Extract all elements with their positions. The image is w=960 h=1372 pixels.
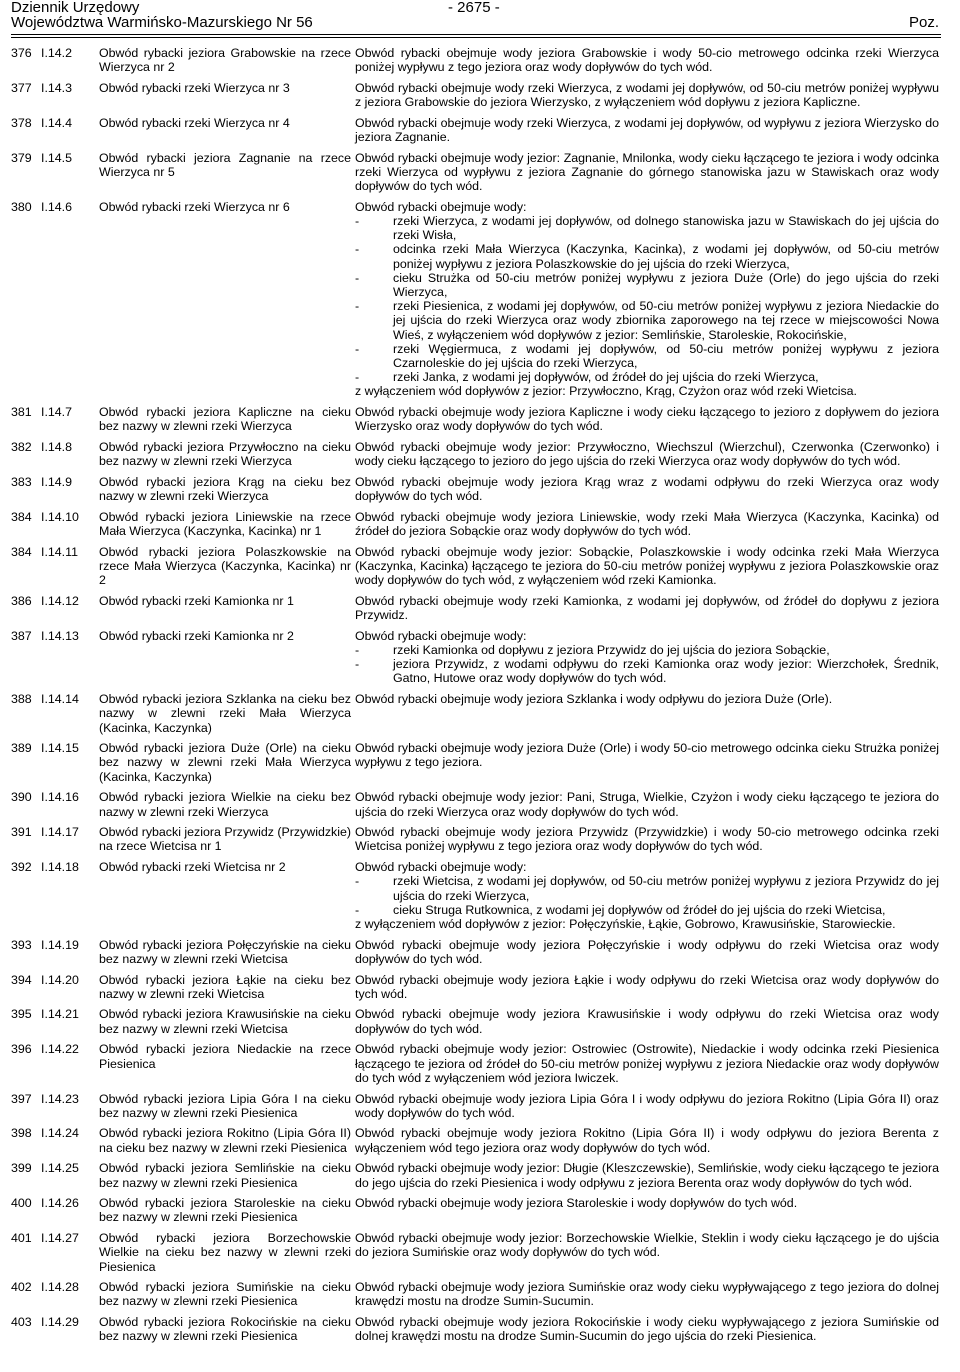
description-text: Obwód rybacki obejmuje wody jeziora Krawusińskie i wody odpływu do rzeki Wietcisa oraz wody dopływów do tych wód.: [355, 1007, 939, 1036]
description-tail: z wyłączeniem wód dopływów z jezior: Przywłoczno, Krąg, Czyżon oraz wód rzeki Wietcisa.: [355, 384, 857, 399]
header-rule: [11, 34, 941, 35]
district-name: Obwód rybacki jeziora Semlińskie na cieku bez nazwy w zlewni rzeki Piesienica: [99, 1161, 351, 1190]
district-description: [353, 973, 941, 1008]
description-text: Obwód rybacki obejmuje wody rzeki Wierzyca, z wodami jej dopływów, od 50-ciu metrów poniżej wypływu z jeziora Grabowskie do jeziora Wierzysko, z wyłączeniem wód dopływu z jeziora Kapliczne.: [355, 80, 939, 110]
row-number: 384: [11, 509, 32, 524]
table-row: [11, 151, 941, 200]
district-code: I.14.25: [41, 1161, 79, 1176]
description-text: Obwód rybacki obejmuje wody jezior: Zagnanie, Mnilonka, wody cieku łączącego te jeziora i wody odcinka rzeki Wierzyca od wypływu z jeziora Zagnanie do górnego stanowiska jazu w Stawiskach oraz wody dopływów do tych wód.: [355, 150, 939, 194]
description-text: Obwód rybacki obejmuje wody jeziora Rokocińskie i wody cieku wypływającego z jeziora Sumińskie od dolnej krawędzi mostu na drodze Sumin-Sucumin do jego ujścia do rzeki Piesienica.: [355, 1315, 939, 1344]
list-item-text: cieku Struga Rutkownica, z wodami jej dopływów od źródeł do jej ujścia do rzeki Wietcisa,: [393, 902, 886, 917]
description-text: Obwód rybacki obejmuje wody jeziora Połęczyńskie i wody odpływu do rzeki Wietcisa oraz wody dopływów do tych wód.: [355, 937, 939, 966]
journal-title: Dziennik Urzędowy: [11, 0, 140, 16]
description-list-item: [355, 214, 939, 242]
description-text: Obwód rybacki obejmuje wody jezior: Sobąckie, Polaszkowskie i wody odcinka rzeki Mała Wierzyca (Kaczynka, Kacinka) łączącego te jeziora do 50-ciu metrów poniżej wypływu z jeziora Polaszkowskie oraz wody dopływów do tych wód, z wyłączeniem wód rzeki Kamionka.: [355, 544, 939, 588]
table-row: [11, 860, 941, 938]
table-row: [11, 440, 941, 475]
description-text: Obwód rybacki obejmuje wody jeziora Łąkie i wody odpływu do rzeki Wietcisa oraz wody dopływów do tych wód.: [355, 972, 939, 1001]
district-name: Obwód rybacki jeziora Polaszkowskie na rzece Mała Wierzyca (Kaczynka, Kacinka) nr 2: [99, 544, 351, 588]
district-description: [353, 692, 941, 741]
table-row: [11, 405, 941, 440]
description-list-item: [355, 643, 939, 657]
description-text: Obwód rybacki obejmuje wody rzeki Kamionka, z wodami jej dopływów, od źródeł do dopływu z jeziora Przywidz.: [355, 593, 939, 623]
list-item-text: rzeki Węgiermuca, z wodami jej dopływów, od 50-ciu metrów poniżej wypływu z jeziora Czarnoleskie do jej ujścia do rzeki Wierzyca,: [393, 341, 939, 371]
table-row: [11, 973, 941, 1008]
description-text: Obwód rybacki obejmuje wody jezior: Przywłoczno, Wiechszul (Wierzchul), Czerwonka (Czerwonko) i wody cieku łączącego to jezioro do jego ujścia do rzeki Wierzyca oraz wody dopływów do tych wód.: [355, 440, 939, 469]
description-text: Obwód rybacki obejmuje wody jeziora Lipia Góra I i wody odpływu do jeziora Rokitno (Lipia Góra II) oraz wody dopływów do tych wód.: [355, 1091, 939, 1120]
row-number: 391: [11, 825, 32, 840]
district-code: I.14.16: [41, 790, 79, 805]
description-text: Obwód rybacki obejmuje wody rzeki Wierzyca, z wodami jej dopływów, od wypływu z jeziora Wierzysko do jeziora Zagnanie.: [355, 115, 939, 145]
row-number: 387: [11, 628, 32, 643]
list-dash: -: [355, 643, 360, 658]
list-dash: -: [355, 874, 360, 889]
poz-label: Poz.: [908, 14, 939, 31]
description-text: Obwód rybacki obejmuje wody jezior: Pani, Struga, Wielkie, Czyżon i wody cieku łączącego te jeziora do ujścia do rzeki Wierzyca oraz wody dopływów do tych wód.: [355, 790, 939, 819]
district-name: Obwód rybacki jeziora Kapliczne na cieku bez nazwy w zlewni rzeki Wierzyca: [99, 405, 351, 434]
journal-subtitle: Województwa Warmińsko-Mazurskiego Nr 56: [11, 14, 313, 31]
row-number: 379: [11, 150, 32, 165]
district-name: Obwód rybacki rzeki Kamionka nr 1: [99, 593, 294, 608]
district-name: Obwód rybacki jeziora Łąkie na cieku bez nazwy w zlewni rzeki Wietcisa: [99, 972, 351, 1001]
district-description: [353, 790, 941, 825]
district-name: Obwód rybacki jeziora Krawusińskie na cieku bez nazwy w zlewni rzeki Wietcisa: [99, 1007, 351, 1036]
row-number: 393: [11, 937, 32, 952]
district-description: [353, 475, 941, 510]
table-row: [11, 1231, 941, 1280]
district-name: Obwód rybacki jeziora Duże (Orle) na cieku bez nazwy w zlewni rzeki Mała Wierzyca (Kacinka, Kaczynka): [99, 741, 351, 784]
table-row: [11, 510, 941, 545]
row-number: 383: [11, 474, 32, 489]
table-row: [11, 81, 941, 116]
table-row: [11, 475, 941, 510]
row-number: 382: [11, 440, 32, 455]
district-name: Obwód rybacki jeziora Wielkie na cieku bez nazwy w zlewni rzeki Wierzyca: [99, 790, 351, 819]
description-text: Obwód rybacki obejmuje wody jeziora Kapliczne i wody cieku łączącego to jezioro z dopływem do jeziora Wierzysko oraz wody dopływów do tych wód.: [355, 405, 939, 434]
district-description: [353, 629, 941, 692]
list-dash: -: [355, 370, 360, 385]
district-description: [353, 46, 941, 81]
description-list-item: [355, 271, 939, 299]
description-list-item: [355, 242, 939, 270]
district-name: Obwód rybacki jeziora Przywidz (Przywidzkie) na rzece Wietcisa nr 1: [99, 825, 352, 854]
list-dash: -: [355, 902, 360, 917]
district-code: I.14.11: [41, 544, 78, 559]
list-item-text: rzeki Wietcisa, z wodami jej dopływów, od 50-ciu metrów poniżej wypływu z jeziora Przywidz do jej ujścia do rzeki Wierzyca,: [393, 874, 939, 903]
row-number: 400: [11, 1196, 32, 1211]
row-number: 392: [11, 860, 32, 875]
district-name: Obwód rybacki jeziora Rokitno (Lipia Góra II) na cieku bez nazwy w zlewni rzeki Piesienica: [99, 1126, 351, 1155]
row-number: 378: [11, 115, 32, 130]
row-number: 388: [11, 692, 32, 707]
table-row: [11, 1092, 941, 1127]
district-code: I.14.23: [41, 1091, 79, 1106]
district-code: I.14.29: [41, 1315, 79, 1330]
table-row: [11, 629, 941, 692]
list-dash: -: [355, 657, 360, 672]
table-row: [11, 200, 941, 405]
row-number: 386: [11, 593, 32, 608]
description-text: Obwód rybacki obejmuje wody jeziora Przywidz (Przywidzkie) i wody 50-cio metrowego odcinka rzeki Wietcisa poniżej wypływu z tego jeziora oraz wody dopływów do tych wód.: [355, 825, 939, 854]
district-code: I.14.2: [41, 46, 73, 60]
row-number: 394: [11, 972, 32, 987]
table-row: [11, 1315, 941, 1350]
district-description: [353, 1161, 941, 1196]
table-row: [11, 545, 941, 594]
description-text: Obwód rybacki obejmuje wody jeziora Rokitno (Lipia Góra II) i wody odpływu do jeziora Berenta z wyłączeniem wód tego jeziora oraz wody dopływów do tych wód.: [355, 1126, 939, 1155]
description-list-item: [355, 370, 939, 384]
row-number: 396: [11, 1042, 32, 1057]
district-description: [353, 1007, 941, 1042]
district-code: I.14.14: [41, 692, 79, 707]
description-text: Obwód rybacki obejmuje wody jeziora Liniewskie, wody rzeki Mała Wierzyca (Kaczynka, Kacinka) od źródeł do jeziora Sobąckie oraz wody dopływów do tych wód.: [355, 509, 939, 539]
district-name: Obwód rybacki jeziora Przywłoczno na cieku bez nazwy w zlewni rzeki Wierzyca: [99, 440, 351, 469]
page-number: - 2675 -: [448, 0, 500, 16]
district-name: Obwód rybacki jeziora Zagnanie na rzece Wierzyca nr 5: [99, 150, 351, 179]
district-description: [353, 151, 941, 200]
list-dash: -: [355, 242, 360, 257]
list-dash: -: [355, 299, 360, 314]
district-name: Obwód rybacki jeziora Grabowskie na rzece Wierzyca nr 2: [99, 46, 351, 75]
row-number: 395: [11, 1007, 32, 1022]
list-dash: -: [355, 341, 360, 356]
district-description: [353, 860, 941, 938]
table-row: [11, 1126, 941, 1161]
table-row: [11, 594, 941, 629]
district-description: [353, 1042, 941, 1091]
table-row: [11, 692, 941, 741]
district-name: Obwód rybacki jeziora Szklanka na cieku bez nazwy w zlewni rzeki Mała Wierzyca (Kacinka, Kaczynka): [99, 692, 351, 735]
district-code: I.14.7: [41, 405, 73, 420]
row-number: 401: [11, 1231, 32, 1246]
district-name: Obwód rybacki rzeki Wierzyca nr 4: [99, 115, 290, 130]
district-description: [353, 1126, 941, 1161]
district-code: I.14.15: [41, 741, 79, 756]
fishing-districts-table: [11, 46, 941, 1350]
table-row: [11, 1196, 941, 1231]
description-text: Obwód rybacki obejmuje wody jezior: Ostrowiec (Ostrowite), Niedackie i wody odcinka rzeki Piesienica łączącego te jeziora od źródeł do 50-ciu metrów poniżej wypływu z jeziora Niedackie oraz wody dopływów do tych wód z wyłączeniem wód jeziora Iwiczek.: [355, 1042, 939, 1085]
description-list-item: [355, 874, 939, 902]
description-list-item: [355, 299, 939, 342]
district-description: [353, 116, 941, 151]
district-code: I.14.22: [41, 1042, 79, 1057]
list-item-text: rzeki Piesienica, z wodami jej dopływów, od 50-ciu metrów poniżej wypływu z jeziora Niedackie do jej ujścia do rzeki Wierzyca oraz wody zbiornika zaporowego na tej rzece w miejscowości Nowa Wieś, z wyłączeniem wód dopływów z jezior: Semlińskie, Staroleskie, Rokocińskie,: [393, 299, 939, 342]
table-row: [11, 116, 941, 151]
district-code: I.14.20: [41, 972, 79, 987]
district-description: [353, 200, 941, 405]
description-list-item: [355, 903, 939, 917]
description-text: Obwód rybacki obejmuje wody:: [355, 628, 527, 643]
description-text: Obwód rybacki obejmuje wody jeziora Szklanka i wody odpływu do jeziora Duże (Orle).: [355, 692, 833, 707]
district-description: [353, 1196, 941, 1231]
district-name: Obwód rybacki jeziora Sumińskie na cieku bez nazwy w zlewni rzeki Piesienica: [99, 1280, 351, 1309]
description-list-item: [355, 657, 939, 685]
district-name: Obwód rybacki jeziora Staroleskie na cieku bez nazwy w zlewni rzeki Piesienica: [99, 1196, 351, 1225]
district-code: I.14.8: [41, 440, 73, 455]
row-number: 390: [11, 790, 32, 805]
table-row: [11, 938, 941, 973]
district-name: Obwód rybacki jeziora Lipia Góra I na cieku bez nazwy w zlewni rzeki Piesienica: [99, 1091, 351, 1120]
list-item-text: jeziora Przywidz, z wodami odpływu do rzeki Kamionka oraz wody jezior: Wierzchołek, Średnik, Gatno, Hutowe oraz wody dopływów do tych wód.: [393, 657, 939, 686]
description-text: Obwód rybacki obejmuje wody:: [355, 199, 527, 214]
description-text: Obwód rybacki obejmuje wody jeziora Duże (Orle) i wody 50-cio metrowego odcinka cieku Strużka poniżej wypływu z tego jeziora.: [355, 741, 939, 770]
list-dash: -: [355, 270, 360, 285]
list-item-text: cieku Strużka od 50-ciu metrów poniżej wypływu z jeziora Duże (Orle) do jego ujścia do rzeki Wierzyca,: [393, 270, 939, 300]
district-code: I.14.24: [41, 1126, 79, 1141]
description-text: Obwód rybacki obejmuje wody jeziora Krąg wraz z wodami odpływu do rzeki Wierzyca oraz wody dopływów do tych wód.: [355, 474, 939, 504]
district-code: I.14.26: [41, 1196, 79, 1211]
district-description: [353, 825, 941, 860]
district-name: Obwód rybacki jeziora Borzechowskie Wielkie na cieku bez nazwy w zlewni rzeki Piesienica: [99, 1231, 351, 1274]
district-description: [353, 81, 941, 116]
description-text: Obwód rybacki obejmuje wody jeziora Sumińskie oraz wody cieku wypływającego z tego jeziora do dolnej krawędzi mostu na drodze Sumin-Sucumin.: [355, 1280, 939, 1309]
district-name: Obwód rybacki jeziora Krąg na cieku bez nazwy w zlewni rzeki Wierzyca: [99, 474, 351, 504]
list-dash: -: [355, 214, 360, 229]
row-number: 381: [11, 405, 32, 420]
row-number: 399: [11, 1161, 32, 1176]
description-text: Obwód rybacki obejmuje wody jezior: Długie (Kleszczewskie), Semlińskie, wody cieku łączącego te jeziora do jego ujścia do rzeki Piesienica i wody odpływu z jeziora Berenta oraz wody dopływów do tych wód.: [355, 1161, 939, 1190]
header-rule-thin: [11, 37, 941, 38]
table-row: [11, 1161, 941, 1196]
table-row: [11, 1280, 941, 1315]
table-row: [11, 1042, 941, 1091]
row-number: 377: [11, 80, 32, 95]
district-description: [353, 405, 941, 440]
district-code: I.14.28: [41, 1280, 79, 1295]
district-description: [353, 594, 941, 629]
table-row: [11, 790, 941, 825]
district-name: Obwód rybacki jeziora Rokocińskie na cieku bez nazwy w zlewni rzeki Piesienica: [99, 1315, 351, 1344]
description-tail: z wyłączeniem wód dopływów z jezior: Połęczyńskie, Łąkie, Gobrowo, Krawusińskie, Starowieckie.: [355, 916, 896, 931]
district-description: [353, 1231, 941, 1280]
district-code: I.14.5: [41, 150, 73, 165]
district-name: Obwód rybacki jeziora Połęczyńskie na cieku bez nazwy w zlewni rzeki Wietcisa: [99, 937, 351, 966]
list-item-text: rzeki Wierzyca, z wodami jej dopływów, od dolnego stanowiska jazu w Stawiskach do jej ujścia do rzeki Wisła,: [393, 214, 939, 243]
description-text: Obwód rybacki obejmuje wody jeziora Grabowskie i wody 50-cio metrowego odcinka rzeki Wierzyca poniżej wypływu z tego jeziora oraz wody dopływów do tych wód.: [355, 46, 939, 75]
description-text: Obwód rybacki obejmuje wody jezior: Borzechowskie Wielkie, Steklin i wody cieku łączącego je do ujścia do jeziora Sumińskie oraz wody dopływów do tych wód.: [355, 1231, 939, 1260]
row-number: 403: [11, 1315, 32, 1330]
district-code: I.14.13: [41, 628, 79, 643]
district-name: Obwód rybacki jeziora Liniewskie na rzece Mała Wierzyca (Kaczynka, Kacinka) nr 1: [99, 509, 351, 539]
district-name: Obwód rybacki jeziora Niedackie na rzece Piesienica: [99, 1042, 351, 1071]
district-code: I.14.19: [41, 937, 79, 952]
district-description: [353, 741, 941, 790]
table-row: [11, 46, 941, 81]
district-code: I.14.6: [41, 199, 73, 214]
row-number: 380: [11, 199, 32, 214]
list-item-text: odcinka rzeki Mała Wierzyca (Kaczynka, Kacinka), z wodami jej dopływów, od 50-ciu metrów poniżej wypływu z jeziora Polaszkowskie do jej ujścia do rzeki Wierzyca,: [393, 242, 939, 271]
district-code: I.14.27: [41, 1231, 79, 1246]
district-code: I.14.12: [41, 593, 79, 608]
district-name: Obwód rybacki rzeki Wietcisa nr 2: [99, 860, 286, 875]
district-code: I.14.10: [41, 509, 79, 524]
row-number: 376: [11, 46, 32, 60]
district-code: I.14.18: [41, 860, 79, 875]
list-item-text: rzeki Kamionka od dopływu z jeziora Przywidz do jej ujścia do jeziora Sobąckie,: [393, 643, 830, 658]
district-code: I.14.9: [41, 474, 73, 489]
district-name: Obwód rybacki rzeki Wierzyca nr 3: [99, 80, 290, 95]
district-name: Obwód rybacki rzeki Wierzyca nr 6: [99, 199, 290, 214]
district-description: [353, 938, 941, 973]
table-row: [11, 825, 941, 860]
district-code: I.14.3: [41, 80, 73, 95]
district-code: I.14.21: [41, 1007, 79, 1022]
district-description: [353, 510, 941, 545]
district-code: I.14.4: [41, 115, 73, 130]
district-description: [353, 1280, 941, 1315]
district-name: Obwód rybacki rzeki Kamionka nr 2: [99, 628, 294, 643]
row-number: 384: [11, 544, 32, 559]
district-description: [353, 545, 941, 594]
table-row: [11, 1007, 941, 1042]
row-number: 402: [11, 1280, 32, 1295]
row-number: 389: [11, 741, 32, 756]
district-description: [353, 1315, 941, 1350]
district-description: [353, 440, 941, 475]
table-row: [11, 741, 941, 790]
district-code: I.14.17: [41, 825, 79, 840]
district-description: [353, 1092, 941, 1127]
row-number: 397: [11, 1091, 32, 1106]
description-text: Obwód rybacki obejmuje wody jeziora Staroleskie i wody dopływów do tych wód.: [355, 1196, 798, 1211]
list-item-text: rzeki Janka, z wodami jej dopływów, od źródeł do jej ujścia do rzeki Wierzyca,: [393, 370, 819, 385]
page-header: [11, 0, 941, 36]
description-text: Obwód rybacki obejmuje wody:: [355, 860, 527, 875]
row-number: 398: [11, 1126, 32, 1141]
description-list-item: [355, 342, 939, 370]
